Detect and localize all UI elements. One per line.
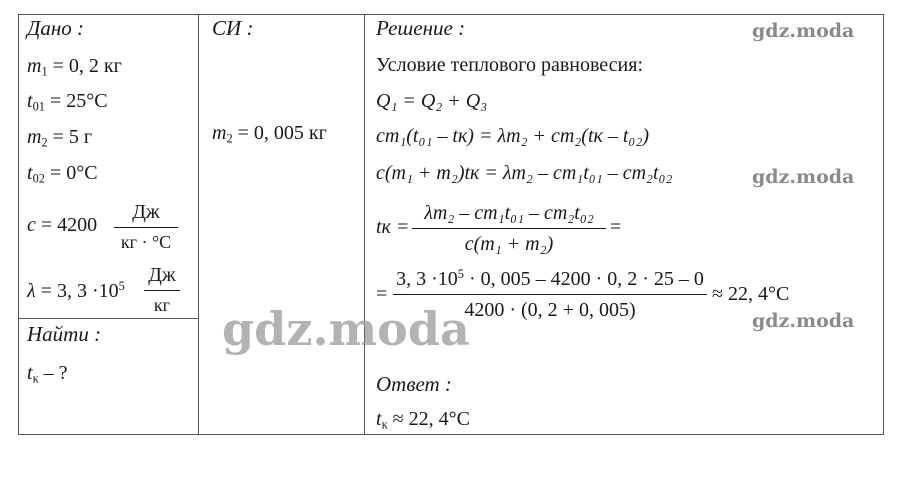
solution-intro: Условие теплового равновесия: [376,54,644,76]
answer-value: $t_к \approx 22$, 4°C [376,408,470,432]
answer-header: Ответ : [376,372,452,396]
si-m2: $m_2 = 0$, 005 кг [212,122,327,146]
solution-header: Решение : [376,16,466,40]
given-m2: $m_2 = 5$ г [27,126,93,150]
si-header: СИ : [212,16,254,40]
given-c: c = 4200 [27,214,98,236]
given-lambda: λ = 3, $3 \cdot 10^5$ [27,279,125,302]
watermark-middle: gdz.moda [752,166,855,188]
given-t01: $t_{01} = 25^\circ C$ [27,90,108,114]
find-tk: $t_к$ – ? [27,362,68,386]
equation-rearranged: c(m₁ + m₂)tк = λm₂ – cm₁t₀₁ – cm₂t₀₂ [376,162,673,184]
equation-heat-balance: Q₁ = Q₂ + Q₃ [376,90,488,112]
watermark-large: gdz.moda [222,302,470,356]
calc-prefix: = [376,283,388,305]
tk-formula-lhs: tк = [376,216,410,238]
find-header: Найти : [27,322,102,346]
row-divider-find [19,318,198,319]
tk-formula-equals: = [610,216,622,238]
given-m1: $m_1 = 0$, 2 кг [27,55,122,79]
calc-result: ≈ 22, 4°C [712,283,790,305]
given-lambda-unit: Дж кг [144,265,180,314]
equation-heat-expanded: cm₁(t₀₁ – tк) = λm₂ + cm₂(tк – t₀₂) [376,125,649,147]
given-t02: $t_{02} = 0^\circ C$ [27,162,98,186]
tk-formula-fraction: λm₂ – cm₁t₀₁ – cm₂t₀₂ c(m₁ + m₂) [412,203,606,254]
given-c-unit: Дж кг · °C [114,202,178,251]
calc-fraction: 3, $3 \cdot 10^5 \cdot 0$, 005 – 4200 · 0, 2 · 25 – 0 4200 · (0, 2 + 0, 005) [393,268,707,320]
given-header: Дано : [27,16,85,40]
column-divider-given [198,15,199,434]
watermark-top: gdz.moda [752,20,855,42]
column-divider-si [364,15,365,434]
watermark-lower: gdz.moda [752,310,855,332]
